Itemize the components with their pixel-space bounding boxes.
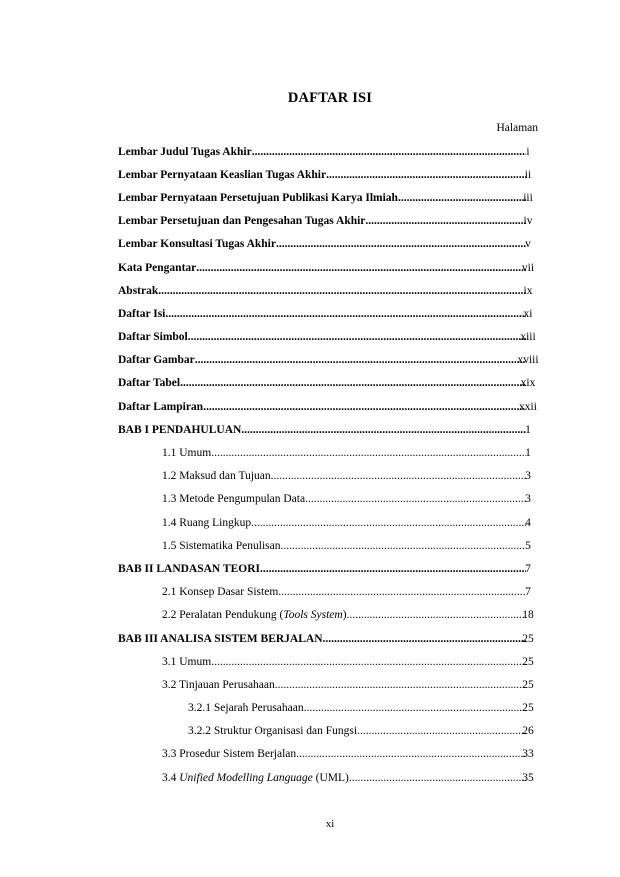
toc-entry[interactable]: [118, 256, 548, 279]
toc-entry-label: 3.4 Unified Modelling Language (UML): [162, 771, 349, 784]
page-column-header: Halaman: [496, 122, 538, 134]
toc-entry-label: BAB III ANALISA SISTEM BERJALAN: [118, 632, 323, 645]
toc-entry-label: Lembar Konsultasi Tugas Akhir: [118, 238, 276, 251]
dot-leader: [349, 772, 526, 784]
toc-entry-label: 3.2 Tinjauan Perusahaan: [162, 678, 275, 691]
toc-entry-page: ii: [524, 168, 532, 181]
toc-entry-page: 25: [522, 632, 534, 645]
dot-leader: [165, 308, 526, 320]
toc-entry-page: 3: [525, 493, 531, 506]
dot-leader: [271, 470, 526, 482]
toc-entry-label: 2.2 Peralatan Pendukung (Tools System): [162, 609, 347, 622]
page-number-footer: xi: [325, 818, 335, 830]
toc-entry[interactable]: [118, 650, 548, 673]
dot-leader: [180, 377, 526, 389]
toc-entry[interactable]: [118, 210, 548, 233]
toc-entry-page: vii: [521, 261, 535, 274]
toc-entry-label: 3.3 Prosedur Sistem Berjalan: [162, 748, 297, 761]
toc-entry-label: Lembar Pernyataan Persetujuan Publikasi Karya Ilmiah: [118, 191, 398, 204]
toc-entry[interactable]: [118, 465, 548, 488]
toc-entry-label: 2.1 Konsep Dasar Sistem: [162, 586, 279, 599]
toc-entry[interactable]: [118, 279, 548, 302]
toc-entry-label: 3.1 Umum: [162, 655, 212, 668]
toc-entry[interactable]: [118, 441, 548, 464]
toc-entry[interactable]: [118, 627, 548, 650]
toc-entry-page: 1: [525, 447, 531, 460]
toc-entry-label: Kata Pengantar: [118, 261, 197, 274]
toc-entry[interactable]: [118, 581, 548, 604]
toc-entry[interactable]: [118, 163, 548, 186]
toc-entry-page: iv: [523, 215, 533, 228]
toc-entry-page: 7: [525, 586, 531, 599]
dot-leader: [278, 586, 526, 598]
dot-leader: [347, 609, 526, 621]
toc-entry[interactable]: [118, 557, 548, 580]
toc-entry-page: xi: [523, 307, 533, 320]
dot-leader: [251, 517, 526, 529]
toc-entry-label: 1.1 Umum: [162, 447, 212, 460]
toc-entry[interactable]: [118, 673, 548, 696]
toc-entry[interactable]: [118, 395, 548, 418]
toc-entry[interactable]: [118, 233, 548, 256]
toc-entry[interactable]: [118, 349, 548, 372]
toc-entry[interactable]: [118, 743, 548, 766]
toc-entry-label: Daftar Tabel: [118, 377, 181, 390]
toc-entry-page: 26: [522, 725, 534, 738]
toc-entry-page: 25: [522, 655, 534, 668]
toc-entry[interactable]: [118, 604, 548, 627]
toc-entry-page: xix: [520, 377, 536, 390]
dot-leader: [323, 633, 526, 645]
toc-entry-page: xviii: [517, 354, 539, 367]
toc-entry-label: Lembar Persetujuan dan Pengesahan Tugas Akhir: [118, 215, 366, 228]
toc-entry-page: ix: [523, 284, 533, 297]
toc-entry-label: Daftar Lampiran: [118, 400, 204, 413]
toc-entry-label: Daftar Gambar: [118, 354, 195, 367]
toc-entry-page: 5: [525, 539, 531, 552]
toc-entry[interactable]: [118, 186, 548, 209]
dot-leader: [357, 725, 526, 737]
toc-entry-page: 1: [525, 423, 531, 436]
toc-entry-label: 3.2.2 Struktur Organisasi dan Fungsi: [188, 725, 358, 738]
toc-entry-label: 1.4 Ruang Lingkup: [162, 516, 252, 529]
toc-entry-page: 3: [525, 470, 531, 483]
toc-entry-page: 25: [522, 702, 534, 715]
dot-leader: [296, 748, 526, 760]
dot-leader: [203, 401, 526, 413]
toc-entry-label: 1.2 Maksud dan Tujuan: [162, 470, 271, 483]
dot-leader: [158, 285, 526, 297]
toc-entry[interactable]: [118, 302, 548, 325]
toc-entry-page: 18: [522, 609, 534, 622]
toc-entry[interactable]: [118, 488, 548, 511]
dot-leader: [252, 146, 526, 158]
toc-entry-label: 1.5 Sistematika Penulisan: [162, 539, 281, 552]
toc-entry[interactable]: [118, 511, 548, 534]
toc-entry[interactable]: [118, 326, 548, 349]
page-title: DAFTAR ISI: [287, 90, 373, 106]
toc-entry-page: xiii: [520, 331, 536, 344]
toc-entry-page: 25: [522, 678, 534, 691]
dot-leader: [211, 656, 526, 668]
dot-leader: [365, 215, 526, 227]
toc-entry-page: 33: [522, 748, 534, 761]
toc-entry-page: xxii: [519, 400, 537, 413]
dot-leader: [281, 540, 526, 552]
dot-leader: [260, 563, 526, 575]
toc-entry-label: Daftar Isi: [118, 307, 166, 320]
toc-entry[interactable]: [118, 720, 548, 743]
toc-entry-label: 1.3 Metode Pengumpulan Data: [162, 493, 306, 506]
toc-entry-label: Lembar Judul Tugas Akhir: [118, 145, 252, 158]
toc-entry-label: Abstrak: [118, 284, 159, 297]
dot-leader: [304, 702, 526, 714]
toc-entry-page: iii: [523, 191, 533, 204]
toc-entry[interactable]: [118, 534, 548, 557]
dot-leader: [326, 169, 526, 181]
toc-entry-page: 7: [525, 562, 531, 575]
toc-entry-page: 35: [522, 771, 534, 784]
table-of-contents: [118, 140, 548, 789]
toc-entry[interactable]: [118, 140, 548, 163]
dot-leader: [188, 331, 526, 343]
toc-entry-page: v: [525, 238, 531, 251]
toc-entry-label: 3.2.1 Sejarah Perusahaan: [188, 702, 304, 715]
toc-entry-label: Lembar Pernyataan Keaslian Tugas Akhir: [118, 168, 327, 181]
toc-entry-page: 4: [525, 516, 531, 529]
dot-leader: [398, 192, 526, 204]
toc-entry[interactable]: [118, 697, 548, 720]
toc-entry-page: i: [526, 145, 530, 158]
toc-entry-label: BAB I PENDAHULUAN: [118, 423, 242, 436]
dot-leader: [276, 238, 526, 250]
toc-entry[interactable]: [118, 372, 548, 395]
dot-leader: [211, 447, 526, 459]
toc-entry-label: BAB II LANDASAN TEORI: [118, 562, 260, 575]
dot-leader: [275, 679, 526, 691]
toc-entry[interactable]: [118, 766, 548, 789]
dot-leader: [196, 262, 526, 274]
dot-leader: [241, 424, 526, 436]
dot-leader: [305, 493, 526, 505]
toc-entry[interactable]: [118, 418, 548, 441]
toc-entry-label: Daftar Simbol: [118, 331, 188, 344]
dot-leader: [195, 354, 526, 366]
